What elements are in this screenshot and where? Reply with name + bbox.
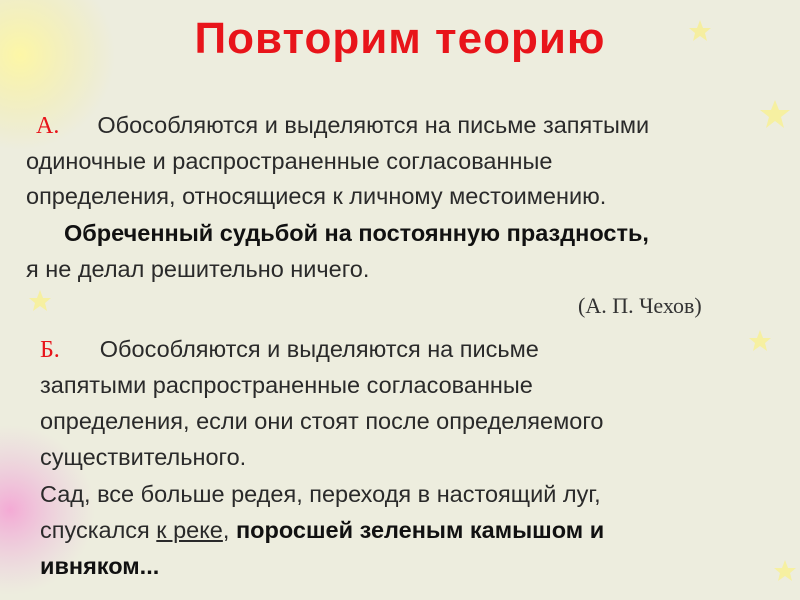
section-a-rule-line: определения, относящиеся к личному местоимению.: [26, 183, 607, 209]
section-a-first-line: [36, 112, 649, 140]
example-plain-text: спускался: [40, 517, 157, 543]
underlined-phrase: к реке: [156, 517, 223, 543]
section-b-example-line: [40, 517, 604, 544]
section-b-example-line: Сад, все больше редея, переходя в настоящий луг,: [40, 481, 601, 507]
section-a-example-bold: Обреченный судьбой на постоянную праздность,: [64, 220, 649, 246]
section-a-letter: А.: [36, 113, 60, 139]
section-b-example-bold-end: ивняком...: [40, 553, 160, 579]
section-b-rule-line: определения, если они стоят после определяемого: [40, 408, 604, 434]
example-comma: ,: [222, 517, 230, 543]
section-b-rule-line: запятыми распространенные согласованные: [40, 372, 533, 398]
section-b-rule-line: Обособляются и выделяются на письме: [99, 336, 539, 362]
section-b-rule-line: существительного.: [40, 444, 247, 470]
section-a-author: (А. П. Чехов): [578, 293, 702, 318]
section-b-first-line: [40, 336, 539, 364]
slide-title: Повторим теорию: [194, 14, 606, 63]
section-a-rule-line: одиночные и распространенные согласованные: [26, 148, 553, 174]
section-a-example-rest: я не делал решительно ничего.: [26, 256, 370, 282]
section-b-letter: Б.: [40, 337, 60, 363]
example-bold-phrase: поросшей зеленым камышом и: [235, 517, 605, 543]
section-a-rule-line: Обособляются и выделяются на письме запятыми: [97, 112, 650, 138]
